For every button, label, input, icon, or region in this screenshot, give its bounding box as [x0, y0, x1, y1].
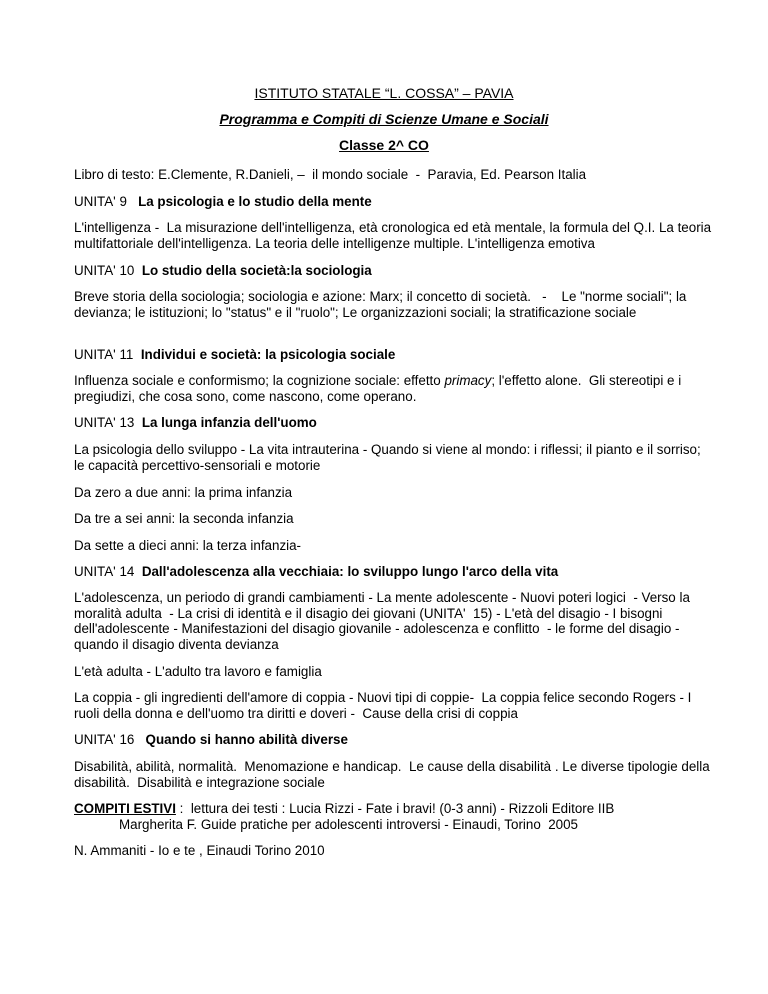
text-span: ; l'effetto alone. Gli stereotipi e i pregiudizi, che cosa sono, come nascono, come operano.: [74, 373, 685, 404]
unit-heading-14: [74, 564, 714, 580]
unit-10-paragraph: Breve storia della sociologia; sociologia e azione: Marx; il concetto di società. - Le "norme sociali"; la devianza; le istituzioni; lo "status" e il "ruolo"; Le organizzazioni sociali; la stratificazione sociale: [74, 289, 691, 320]
unit-number: UNITA' 16: [74, 732, 135, 747]
unit-heading-11: [74, 347, 714, 363]
unit-heading-9: [74, 194, 714, 210]
unit-title: Quando si hanno abilità diverse: [145, 732, 348, 747]
unit-title: Individui e società: la psicologia sociale: [140, 347, 396, 362]
text-span: Influenza sociale e conformismo; la cognizione sociale: effetto: [74, 373, 445, 388]
unit-13-paragraph: Da sette a dieci anni: la terza infanzia-: [74, 538, 302, 553]
compiti-text: : lettura dei testi : Lucia Rizzi - Fate i bravi! (0-3 anni) - Rizzoli Editore IIB: [175, 801, 615, 816]
compiti-line-3: N. Ammaniti - Io e te , Einaudi Torino 2010: [74, 843, 325, 858]
unit-14-paragraph: L'adolescenza, un periodo di grandi cambiamenti - La mente adolescente - Nuovi poteri logici - Verso la moralità adulta - La crisi di identità e il disagio dei giovani (UNITA' 15) - L'età del disagio - I bisogni dell'adolescente - Manifestazioni del disagio giovanile - adolescenza e conflitto - le forme del disagio - quando il disagio diventa devianza: [74, 590, 694, 652]
unit-title: Dall'adolescenza alla vecchiaia: lo sviluppo lungo l'arco della vita: [141, 564, 559, 579]
unit-13-paragraph: Da tre a sei anni: la seconda infanzia: [74, 511, 294, 526]
unit-heading-10: [74, 263, 714, 279]
textbook-line: Libro di testo: E.Clemente, R.Danieli, – il mondo sociale - Paravia, Ed. Pearson Italia: [74, 167, 587, 182]
unit-13-paragraph: Da zero a due anni: la prima infanzia: [74, 485, 293, 500]
unit-heading-13: [74, 415, 714, 431]
unit-13-paragraph: La psicologia dello sviluppo - La vita intrauterina - Quando si viene al mondo: i riflessi; il pianto e il sorriso; le capacità percettivo-sensoriali e motorie: [74, 442, 705, 473]
unit-title: La lunga infanzia dell'uomo: [141, 415, 317, 430]
unit-title: La psicologia e lo studio della mente: [138, 194, 372, 209]
italic-term: primacy: [444, 373, 492, 388]
school-name: ISTITUTO STATALE “L. COSSA” – PAVIA: [254, 85, 514, 101]
unit-title: Lo studio della società:la sociologia: [141, 263, 372, 278]
unit-number: UNITA' 10: [74, 263, 135, 278]
compiti-label: COMPITI ESTIVI: [74, 801, 176, 816]
class-label: Classe 2^ CO: [339, 137, 429, 153]
unit-11-paragraph: [74, 373, 714, 404]
unit-9-paragraph: L'intelligenza - La misurazione dell'intelligenza, età cronologica ed età mentale, la formula del Q.I. La teoria multifattoriale dell'intelligenza. La teoria delle intelligenze multiple. L'intelligenza emotiva: [74, 220, 715, 251]
unit-number: UNITA' 11: [74, 347, 134, 362]
compiti-line-1: [74, 801, 714, 817]
unit-14-paragraph: L'età adulta - L'adulto tra lavoro e famiglia: [74, 664, 322, 679]
unit-number: UNITA' 13: [74, 415, 135, 430]
unit-number: UNITA' 9: [74, 194, 127, 209]
unit-number: UNITA' 14: [74, 564, 135, 579]
unit-16-paragraph: Disabilità, abilità, normalità. Menomazione e handicap. Le cause della disabilità . Le diverse tipologie della disabilità. Disabilità e integrazione sociale: [74, 759, 714, 790]
document-subtitle: Programma e Compiti di Scienze Umane e Sociali: [219, 111, 549, 127]
unit-14-paragraph: La coppia - gli ingredienti dell'amore di coppia - Nuovi tipi di coppie- La coppia felice secondo Rogers - I ruoli della donna e dell'uomo tra diritti e doveri - Cause della crisi di coppia: [74, 690, 696, 721]
compiti-line-2: Margherita F. Guide pratiche per adolescenti introversi - Einaudi, Torino 2005: [119, 817, 578, 832]
unit-heading-16: [74, 732, 714, 748]
